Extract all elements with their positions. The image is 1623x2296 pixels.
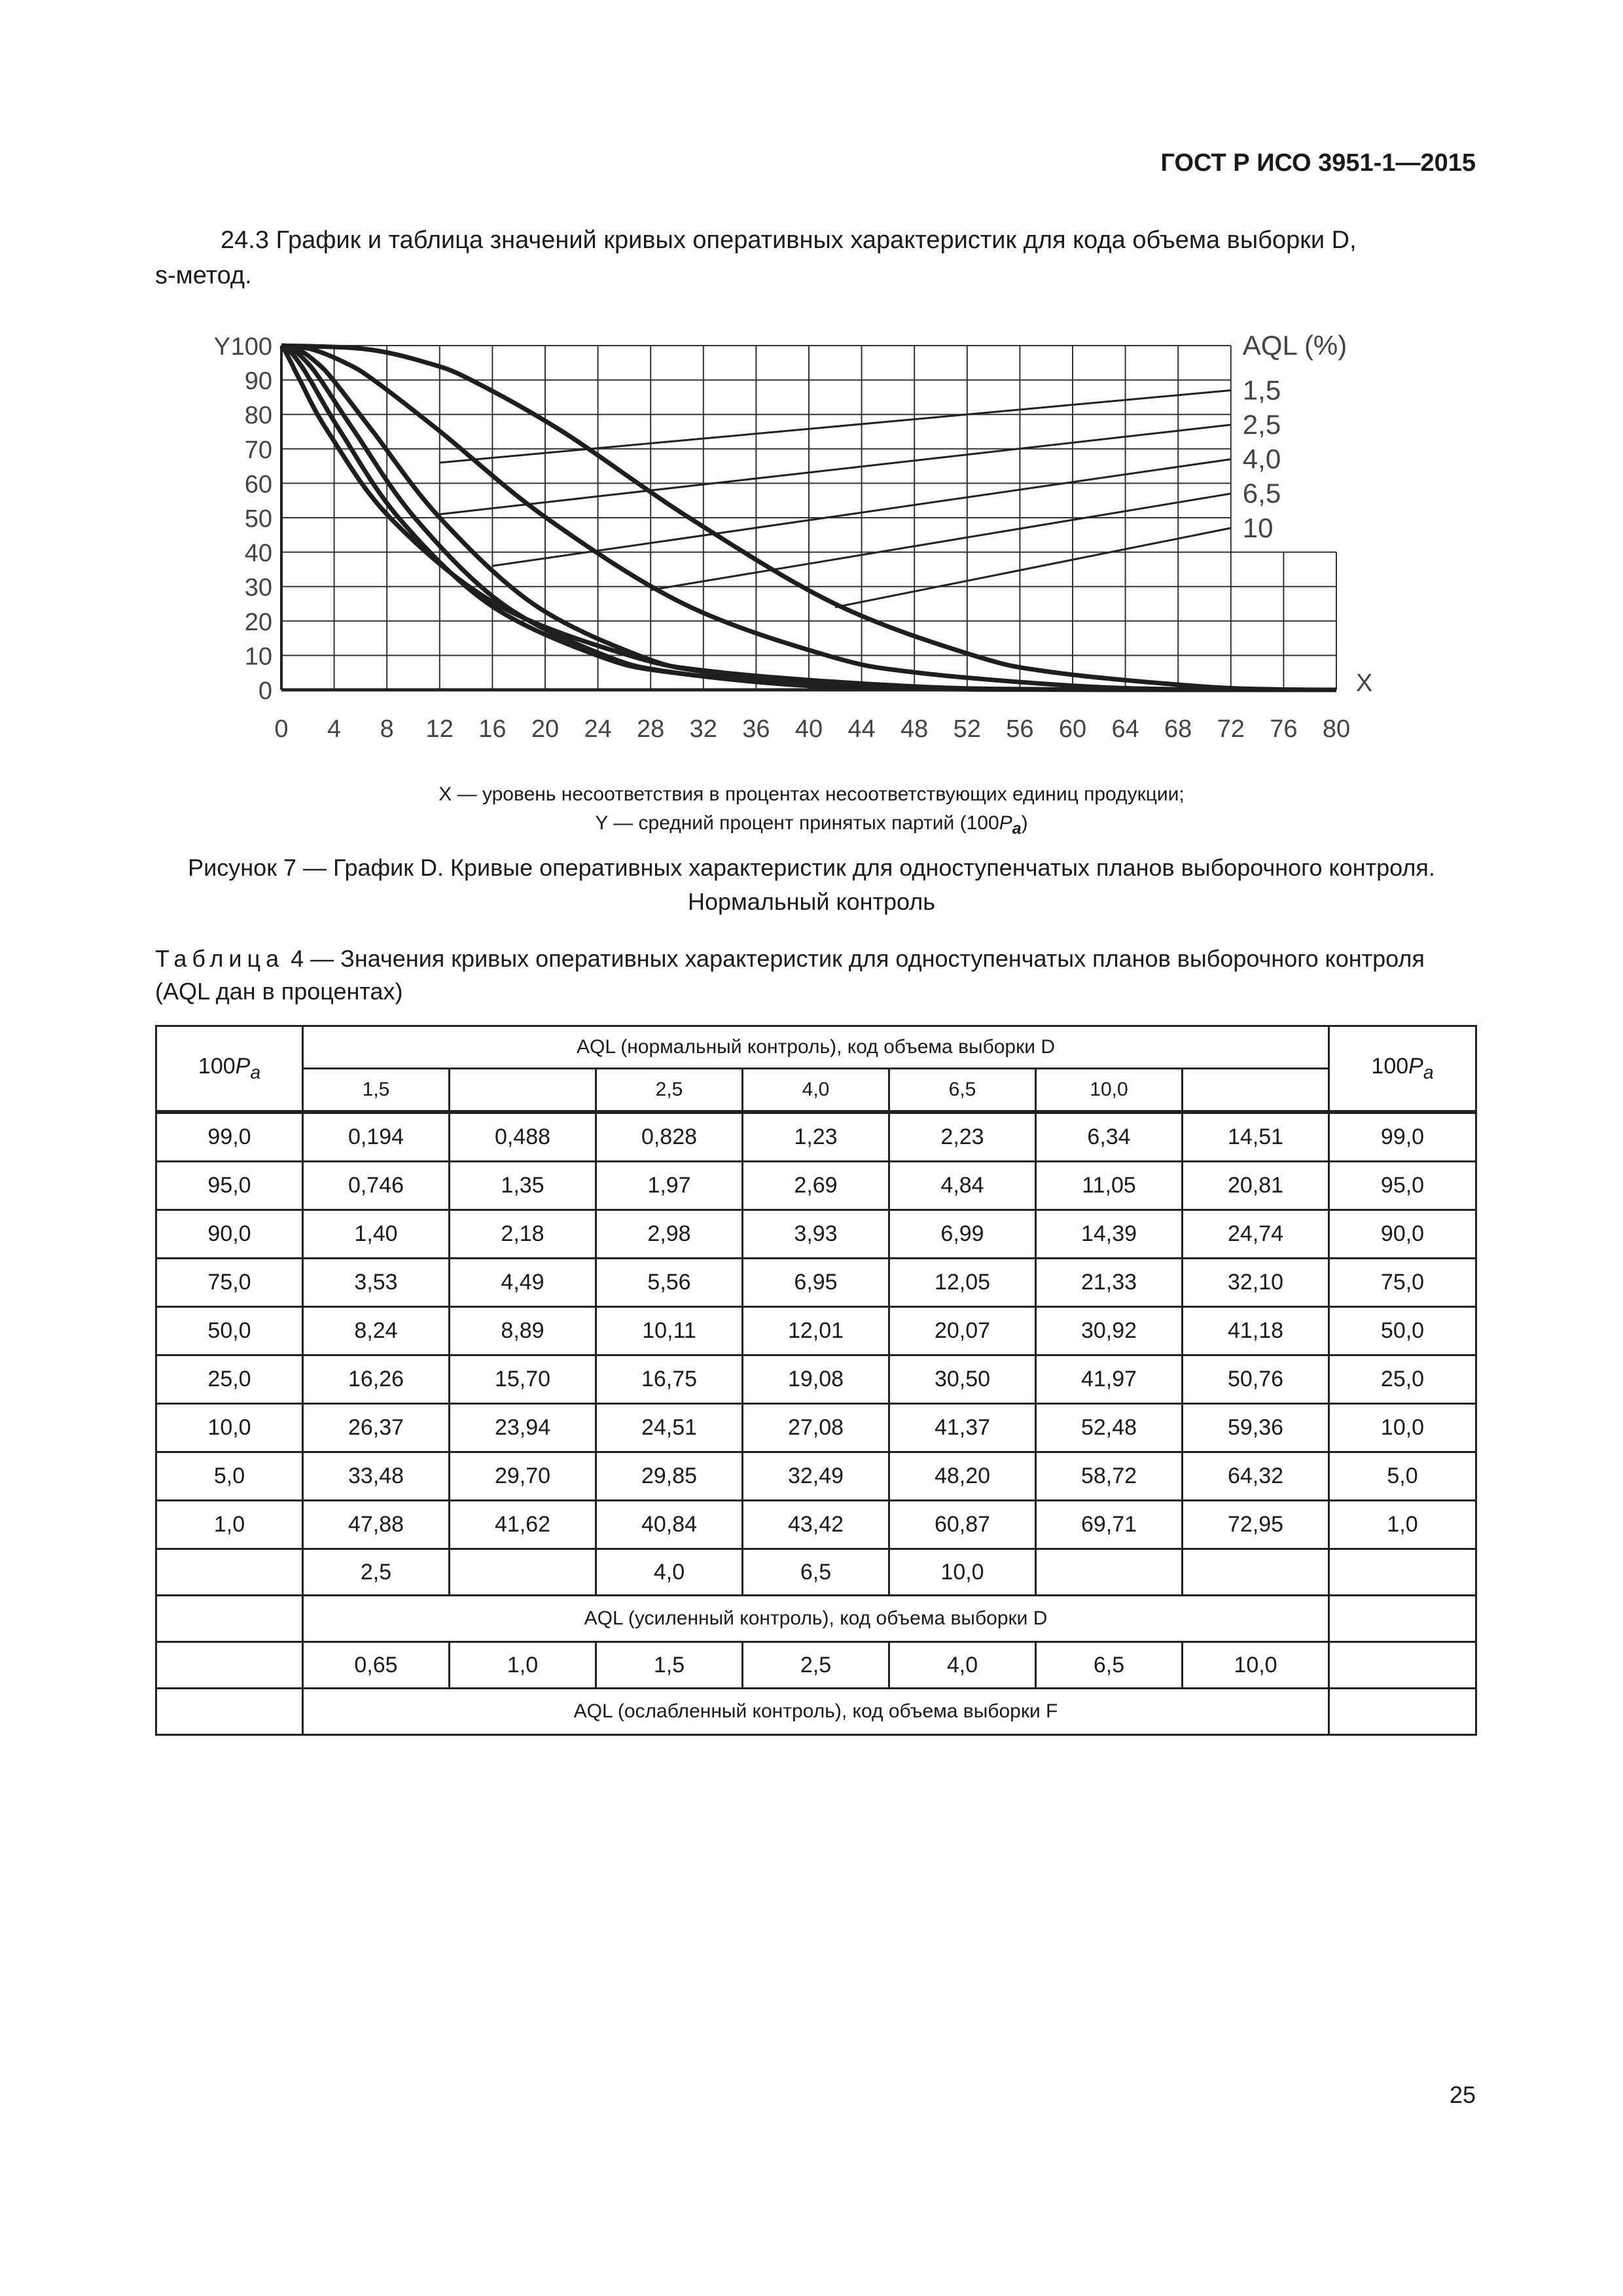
empty-cell	[156, 1689, 303, 1735]
y-tick-label: 100	[230, 333, 272, 361]
leader-line	[651, 493, 1231, 590]
aql-cell	[450, 1549, 596, 1596]
aql-cell: 2,5	[303, 1549, 450, 1596]
table-cell: 25,0	[1329, 1355, 1476, 1404]
table-cell: 10,0	[156, 1404, 303, 1452]
table-cell: 10,11	[596, 1307, 743, 1355]
table-row	[156, 1210, 1476, 1259]
table-cell: 1,0	[156, 1501, 303, 1549]
x-tick-label: 24	[584, 715, 612, 743]
table-cell: 50,0	[1329, 1307, 1476, 1355]
intro-line-2: s-метод.	[155, 262, 252, 289]
normal-aql-cell	[450, 1069, 596, 1113]
aql-cell: 4,0	[889, 1642, 1036, 1689]
x-tick-label: 72	[1217, 715, 1245, 743]
table-cell: 12,01	[743, 1307, 889, 1355]
table-row	[156, 1452, 1476, 1501]
table-cell: 50,0	[156, 1307, 303, 1355]
table-cell: 6,95	[743, 1259, 889, 1307]
empty-cell	[156, 1642, 303, 1689]
table-cell: 1,97	[596, 1162, 743, 1210]
x-tick-label: 16	[478, 715, 507, 743]
leader-line	[835, 528, 1231, 607]
table-caption-line-2: (AQL дан в процентах)	[155, 978, 403, 1005]
x-tick-label: 0	[274, 715, 289, 743]
y-tick-label: 0	[258, 677, 272, 705]
table-cell: 21,33	[1036, 1259, 1183, 1307]
y-tick-label: 90	[244, 367, 272, 395]
table-cell: 29,70	[450, 1452, 596, 1501]
y-axis-letter: Y	[213, 333, 230, 361]
table-cell: 2,23	[889, 1112, 1036, 1162]
table-cell: 8,89	[450, 1307, 596, 1355]
aql-cell: 1,5	[596, 1642, 743, 1689]
table-row	[156, 1501, 1476, 1549]
x-tick-label: 12	[425, 715, 454, 743]
table-cell: 19,08	[743, 1355, 889, 1404]
y-tick-label: 20	[244, 608, 272, 636]
table-cell: 99,0	[156, 1112, 303, 1162]
table-cell: 30,92	[1036, 1307, 1183, 1355]
table-cell: 27,08	[743, 1404, 889, 1452]
x-tick-label: 44	[847, 715, 876, 743]
table-cell: 75,0	[156, 1259, 303, 1307]
aql-series-label: 10	[1242, 512, 1274, 543]
caption-line-1: Рисунок 7 — График D. Кривые оперативных характеристик для одноступенчатых планов выборочного контроля.	[188, 854, 1435, 881]
table-cell: 95,0	[156, 1162, 303, 1210]
table-cell: 40,84	[596, 1501, 743, 1549]
empty-cell	[1329, 1642, 1476, 1689]
aql-cell: 1,0	[450, 1642, 596, 1689]
table-cell: 0,828	[596, 1112, 743, 1162]
x-axis-letter: X	[1356, 670, 1373, 697]
x-tick-label: 40	[794, 715, 823, 743]
pa-header-left: $100P_a$	[156, 1026, 303, 1113]
table-cell: 30,50	[889, 1355, 1036, 1404]
y-tick-label: 40	[244, 539, 272, 567]
normal-aql-cell: 1,5	[303, 1069, 450, 1113]
figure-caption	[0, 851, 1623, 919]
table-cell: 11,05	[1036, 1162, 1183, 1210]
table-cell: 41,18	[1183, 1307, 1329, 1355]
standard-header: ГОСТ Р ИСО 3951-1—2015	[1160, 149, 1476, 177]
y-tick-label: 30	[244, 574, 272, 602]
table-cell: 75,0	[1329, 1259, 1476, 1307]
table-cell: 20,07	[889, 1307, 1036, 1355]
oc-values-table	[155, 1025, 1477, 1736]
table-row	[156, 1162, 1476, 1210]
table-cell: 2,18	[450, 1210, 596, 1259]
empty-cell	[156, 1596, 303, 1642]
aql-cell: 10,0	[1183, 1642, 1329, 1689]
table-cell: 20,81	[1183, 1162, 1329, 1210]
aql-series-label: 2,5	[1242, 408, 1281, 440]
table-row	[156, 1259, 1476, 1307]
aql-cell: 0,65	[303, 1642, 450, 1689]
normal-header: AQL (нормальный контроль), код объема выборки D	[303, 1026, 1329, 1069]
table-cell: 1,35	[450, 1162, 596, 1210]
empty-cell	[156, 1549, 303, 1596]
table-cell: 32,10	[1183, 1259, 1329, 1307]
normal-aql-cell: 2,5	[596, 1069, 743, 1113]
x-tick-label: 76	[1270, 715, 1298, 743]
table-cell: 41,97	[1036, 1355, 1183, 1404]
aql-cell	[1036, 1549, 1183, 1596]
table-cell: 41,37	[889, 1404, 1036, 1452]
aql-cell: 10,0	[889, 1549, 1036, 1596]
chart-leader-lines	[440, 390, 1231, 607]
table-cell: 2,69	[743, 1162, 889, 1210]
table-caption-label: Таблица	[155, 945, 285, 972]
reduced-header-row	[156, 1689, 1476, 1735]
legend-y: Y — средний процент принятых партий $(100P_a)$	[595, 812, 1028, 838]
table-caption	[155, 942, 1475, 1008]
aql-cell: 4,0	[596, 1549, 743, 1596]
intro-paragraph	[155, 223, 1475, 293]
table-cell: 23,94	[450, 1404, 596, 1452]
table-cell: 16,75	[596, 1355, 743, 1404]
table-cell: 33,48	[303, 1452, 450, 1501]
table-cell: 4,84	[889, 1162, 1036, 1210]
x-tick-label: 28	[637, 715, 665, 743]
x-tick-label: 8	[380, 715, 394, 743]
table-cell: 32,49	[743, 1452, 889, 1501]
table-cell: 29,85	[596, 1452, 743, 1501]
table-cell: 10,0	[1329, 1404, 1476, 1452]
table-cell: 1,0	[1329, 1501, 1476, 1549]
table-cell: 25,0	[156, 1355, 303, 1404]
caption-line-2: Нормальный контроль	[688, 888, 935, 915]
table-cell: 26,37	[303, 1404, 450, 1452]
y-tick-label: 80	[244, 402, 272, 430]
table-cell: 90,0	[1329, 1210, 1476, 1259]
aql-legend-title: AQL (%)	[1242, 330, 1347, 361]
aql-series-label: 4,0	[1242, 443, 1281, 475]
table-cell: 41,62	[450, 1501, 596, 1549]
table-cell: 1,40	[303, 1210, 450, 1259]
table-cell: 95,0	[1329, 1162, 1476, 1210]
table-cell: 64,32	[1183, 1452, 1329, 1501]
empty-cell	[1329, 1549, 1476, 1596]
x-tick-label: 20	[531, 715, 560, 743]
table-cell: 3,93	[743, 1210, 889, 1259]
table-caption-text: 4 — Значения кривых оперативных характеристик для одноступенчатых планов выборочного контроля	[284, 945, 1425, 972]
x-tick-label: 68	[1164, 715, 1192, 743]
table-cell: 43,42	[743, 1501, 889, 1549]
table-cell: 72,95	[1183, 1501, 1329, 1549]
normal-aql-cell: 6,5	[889, 1069, 1036, 1113]
leader-line	[440, 425, 1231, 514]
page-number: 25	[1449, 2081, 1476, 2108]
table-row	[156, 1404, 1476, 1452]
table-row	[156, 1112, 1476, 1162]
table-cell: 50,76	[1183, 1355, 1329, 1404]
table-cell: 69,71	[1036, 1501, 1183, 1549]
table-cell: 1,23	[743, 1112, 889, 1162]
table-cell: 5,56	[596, 1259, 743, 1307]
normal-aql-cell	[1183, 1069, 1329, 1113]
aql-series-label: 6,5	[1242, 478, 1281, 509]
x-tick-label: 52	[953, 715, 981, 743]
table-cell: 58,72	[1036, 1452, 1183, 1501]
x-tick-label: 32	[689, 715, 717, 743]
table-cell: 90,0	[156, 1210, 303, 1259]
table-cell: 15,70	[450, 1355, 596, 1404]
table-cell: 5,0	[1329, 1452, 1476, 1501]
aql-cell: 6,5	[1036, 1642, 1183, 1689]
x-tick-label: 80	[1322, 715, 1351, 743]
x-tick-label: 56	[1006, 715, 1034, 743]
oc-chart	[183, 314, 1466, 759]
table-row	[156, 1355, 1476, 1404]
y-tick-label: 50	[244, 505, 272, 533]
x-tick-label: 64	[1111, 715, 1139, 743]
intro-line-1: 24.3 График и таблица значений кривых оперативных характеристик для кода объема выборки D,	[221, 226, 1357, 254]
table-cell: 6,99	[889, 1210, 1036, 1259]
table-cell: 48,20	[889, 1452, 1036, 1501]
table-cell: 60,87	[889, 1501, 1036, 1549]
aql-header: AQL (усиленный контроль), код объема выборки D	[303, 1596, 1329, 1642]
table-cell: 16,26	[303, 1355, 450, 1404]
table-cell: 59,36	[1183, 1404, 1329, 1452]
aql-cell: 6,5	[743, 1549, 889, 1596]
table-cell: 14,51	[1183, 1112, 1329, 1162]
table-cell: 6,34	[1036, 1112, 1183, 1162]
reduced-aql-row	[156, 1642, 1476, 1689]
normal-aql-cell: 10,0	[1036, 1069, 1183, 1113]
table-cell: 12,05	[889, 1259, 1036, 1307]
y-tick-label: 10	[244, 643, 272, 671]
table-cell: 4,49	[450, 1259, 596, 1307]
table-cell: 47,88	[303, 1501, 450, 1549]
x-tick-label: 48	[901, 715, 929, 743]
table-cell: 99,0	[1329, 1112, 1476, 1162]
figure-legend	[0, 780, 1623, 843]
table-cell: 3,53	[303, 1259, 450, 1307]
legend-x: X — уровень несоответствия в процентах несоответствующих единиц продукции;	[438, 783, 1185, 805]
aql-header: AQL (ослабленный контроль), код объема выборки F	[303, 1689, 1329, 1735]
aql-series-label: 1,5	[1242, 374, 1281, 406]
table-row	[156, 1307, 1476, 1355]
table-cell: 5,0	[156, 1452, 303, 1501]
empty-cell	[1329, 1596, 1476, 1642]
x-tick-label: 4	[327, 715, 342, 743]
table-cell: 14,39	[1036, 1210, 1183, 1259]
y-tick-label: 60	[244, 471, 272, 499]
aql-cell: 2,5	[743, 1642, 889, 1689]
pa-header-right: $100P_a$	[1329, 1026, 1476, 1113]
table-cell: 24,74	[1183, 1210, 1329, 1259]
table-cell: 0,194	[303, 1112, 450, 1162]
chart-series-labels	[1243, 330, 1347, 543]
table-cell: 52,48	[1036, 1404, 1183, 1452]
aql-cell	[1183, 1549, 1329, 1596]
empty-cell	[1329, 1689, 1476, 1735]
normal-aql-cell: 4,0	[743, 1069, 889, 1113]
table-cell: 24,51	[596, 1404, 743, 1452]
table-cell: 8,24	[303, 1307, 450, 1355]
table-cell: 0,488	[450, 1112, 596, 1162]
table-cell: 0,746	[303, 1162, 450, 1210]
x-tick-label: 36	[742, 715, 770, 743]
y-tick-label: 70	[244, 436, 272, 464]
tightened-header-row	[156, 1596, 1476, 1642]
x-tick-label: 60	[1058, 715, 1087, 743]
table-cell: 2,98	[596, 1210, 743, 1259]
tightened-aql-row	[156, 1549, 1476, 1596]
